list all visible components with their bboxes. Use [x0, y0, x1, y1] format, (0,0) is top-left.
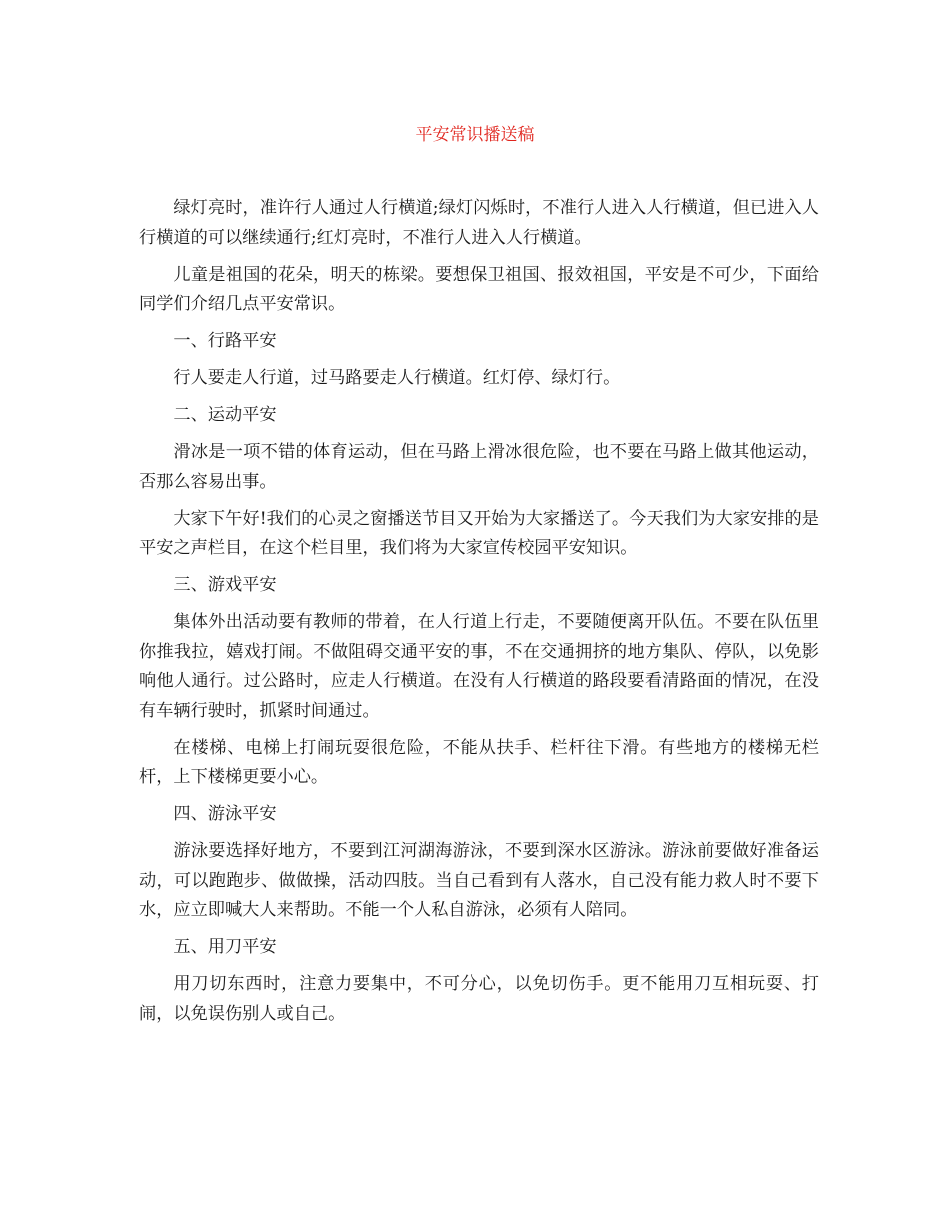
paragraph: 滑冰是一项不错的体育运动，但在马路上滑冰很危险，也不要在马路上做其他运动，否那么容易出事。	[139, 442, 819, 492]
section-heading: 二、运动平安	[173, 405, 277, 425]
document-title: 平安常识播送稿	[415, 125, 535, 145]
section-heading: 五、用刀平安	[173, 937, 277, 957]
section-heading: 四、游泳平安	[173, 804, 277, 824]
paragraph: 大家下午好!我们的心灵之窗播送节目又开始为大家播送了。今天我们为大家安排的是平安之声栏目，在这个栏目里，我们将为大家宣传校园平安知识。	[139, 508, 819, 558]
paragraph: 用刀切东西时，注意力要集中，不可分心，以免切伤手。更不能用刀互相玩耍、打闹，以免误伤别人或自己。	[139, 974, 819, 1024]
document-body	[139, 194, 819, 1037]
paragraph: 儿童是祖国的花朵，明天的栋梁。要想保卫祖国、报效祖国，平安是不可少，下面给同学们介绍几点平安常识。	[139, 264, 819, 314]
paragraph: 集体外出活动要有教师的带着，在人行道上行走，不要随便离开队伍。不要在队伍里你推我拉，嬉戏打闹。不做阻碍交通平安的事，不在交通拥挤的地方集队、停队，以免影响他人通行。过公路时，应走人行横道。在没有人行横道的路段要看清路面的情况，在没有车辆行驶时，抓紧时间通过。	[139, 612, 819, 721]
paragraph: 游泳要选择好地方，不要到江河湖海游泳，不要到深水区游泳。游泳前要做好准备运动，可以跑跑步、做做操，活动四肢。当自己看到有人落水，自己没有能力救人时不要下水，应立即喊大人来帮助。不能一个人私自游泳，必须有人陪同。	[139, 841, 819, 920]
paragraph: 行人要走人行道，过马路要走人行横道。红灯停、绿灯行。	[173, 368, 621, 388]
section-heading: 一、行路平安	[173, 331, 277, 351]
paragraph: 在楼梯、电梯上打闹玩耍很危险，不能从扶手、栏杆往下滑。有些地方的楼梯无栏杆，上下楼梯更要小心。	[139, 737, 819, 787]
section-heading: 三、游戏平安	[173, 575, 277, 595]
paragraph: 绿灯亮时，准许行人通过人行横道;绿灯闪烁时，不准行人进入人行横道，但已进入人行横道的可以继续通行;红灯亮时，不准行人进入人行横道。	[139, 198, 819, 248]
